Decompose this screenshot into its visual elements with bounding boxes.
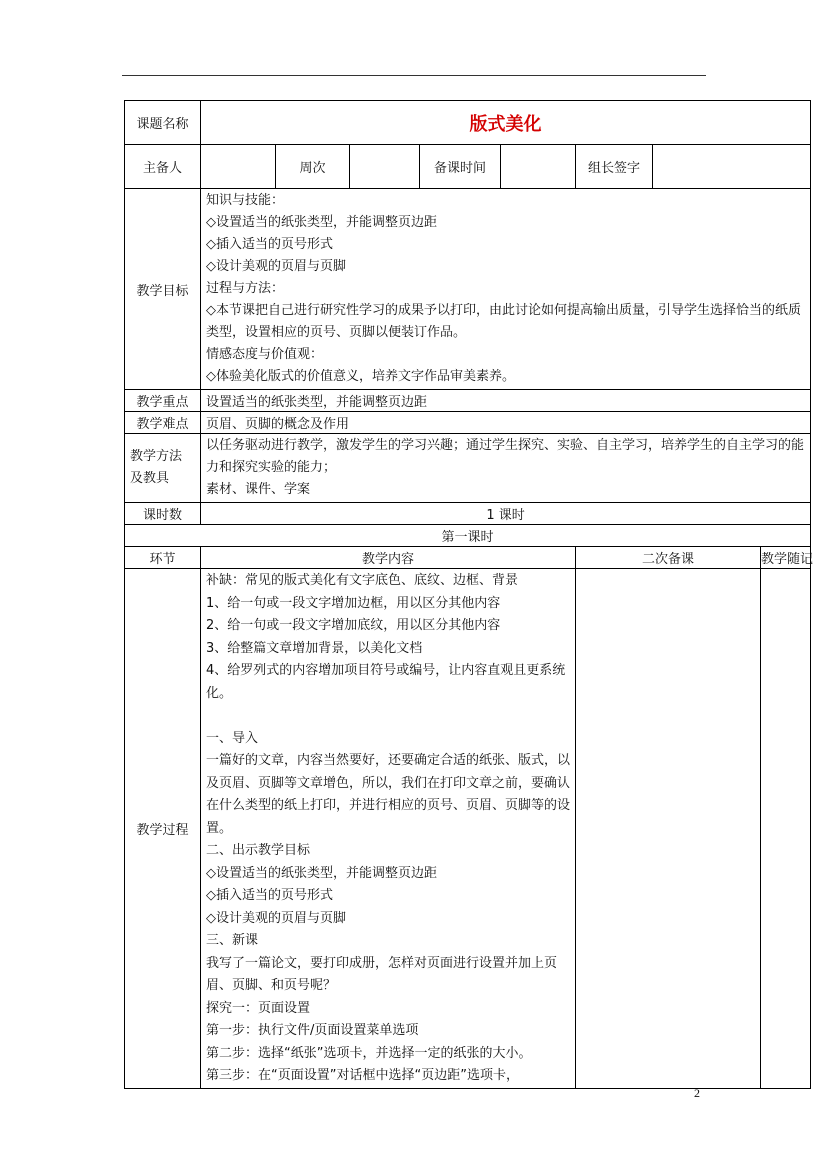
- process-line: 第一步：执行文件/页面设置菜单选项: [206, 1023, 419, 1038]
- process-line: 二、出示教学目标: [206, 843, 311, 858]
- objectives-row: [125, 189, 811, 390]
- hours-label: 课时数: [125, 503, 201, 525]
- preparer-value: [201, 145, 276, 189]
- course-name-row: [125, 101, 811, 145]
- objective-line: ◇设计美观的页眉与页脚: [206, 259, 346, 274]
- difficulty-text: 页眉、页脚的概念及作用: [201, 412, 811, 434]
- segment-header: 环节: [125, 547, 201, 569]
- methods-text: 以任务驱动进行教学，激发学生的学习兴趣；通过学生探究、实验、自主学习，培养学生的自主学习的能力和探究实验的能力；: [206, 438, 805, 475]
- process-line: ◇设置适当的纸张类型，并能调整页边距: [206, 865, 437, 881]
- difficulty-row: [125, 412, 811, 434]
- process-line: ◇设计美观的页眉与页脚: [206, 910, 346, 926]
- methods-label-line1: 教学方法: [130, 449, 183, 464]
- leader-sign-value: [653, 145, 811, 189]
- methods-row: [125, 434, 811, 503]
- objectives-label: 教学目标: [125, 189, 201, 390]
- week-label: 周次: [276, 145, 350, 189]
- key-point-text: 设置适当的纸张类型，并能调整页边距: [201, 390, 811, 412]
- process-line: 一篇好的文章，内容当然要好，还要确定合适的纸张、版式，以及页眉、页脚等文章增色，所以，我们在打印文章之前，要确认在什么类型的纸上打印，并进行相应的页号、页眉、页脚等的设置。: [206, 753, 571, 836]
- prep-time-label: 备课时间: [420, 145, 501, 189]
- preparer-label: 主备人: [125, 145, 201, 189]
- process-line: 4、给罗列式的内容增加项目符号或编号，让内容直观且更系统化。: [206, 663, 566, 701]
- course-name-label: 课题名称: [125, 101, 201, 145]
- objective-line: 情感态度与价值观：: [206, 347, 324, 362]
- process-line: 第三步：在“页面设置”对话框中选择“页边距”选项卡，: [206, 1068, 519, 1083]
- lesson-plan-table: [124, 100, 814, 1089]
- key-point-row: [125, 390, 811, 412]
- week-value: [350, 145, 420, 189]
- key-point-label: 教学重点: [125, 390, 201, 412]
- process-line: 我写了一篇论文，要打印成册，怎样对页面进行设置并加上页眉、页脚、和页号呢？: [206, 955, 558, 993]
- process-row: [125, 569, 811, 1089]
- methods-tools: 素材、课件、学案: [206, 482, 311, 497]
- process-line: 2、给一句或一段文字增加底纹，用以区分其他内容: [206, 618, 501, 633]
- info-row: [125, 145, 811, 189]
- objective-line: ◇体验美化版式的价值意义，培养文字作品审美素养。: [206, 369, 515, 384]
- notes-cell: [761, 569, 811, 1089]
- first-lesson-heading: 第一课时: [125, 525, 811, 547]
- header-rule: [122, 75, 706, 76]
- process-line: 三、新课: [206, 933, 259, 948]
- process-blank-line: [206, 705, 570, 728]
- leader-sign-label: 组长签字: [576, 145, 653, 189]
- process-line: 第二步：选择“纸张”选项卡，并选择一定的纸张的大小。: [206, 1045, 532, 1061]
- hours-row: [125, 503, 811, 525]
- objective-line: 过程与方法：: [206, 281, 285, 296]
- content-header: 教学内容: [201, 547, 576, 569]
- second-prep-header: 二次备课: [576, 547, 761, 569]
- process-content: [201, 569, 576, 1089]
- column-header-row: [125, 547, 811, 569]
- process-line: 一、导入: [206, 730, 259, 746]
- objective-line: ◇设置适当的纸张类型，并能调整页边距: [206, 215, 437, 230]
- prep-time-value: [501, 145, 576, 189]
- difficulty-label: 教学难点: [125, 412, 201, 434]
- process-line: 1、给一句或一段文字增加边框，用以区分其他内容: [206, 595, 501, 611]
- hours-value: 1 课时: [201, 503, 811, 525]
- course-name-title: 版式美化: [201, 101, 811, 145]
- process-label: 教学过程: [125, 569, 201, 1089]
- notes-header: 教学随记: [761, 547, 811, 569]
- first-lesson-row: [125, 525, 811, 547]
- objectives-content: [201, 189, 811, 390]
- methods-label: [125, 434, 201, 503]
- process-line: 补缺：常见的版式美化有文字底色、底纹、边框、背景: [206, 573, 519, 588]
- process-line: 探究一：页面设置: [206, 1000, 311, 1016]
- process-line: ◇插入适当的页号形式: [206, 888, 333, 903]
- methods-content: [201, 434, 811, 503]
- methods-label-line2: 及教具: [130, 471, 170, 486]
- second-prep-cell: [576, 569, 761, 1089]
- process-line: 3、给整篇文章增加背景，以美化文档: [206, 640, 423, 656]
- page-number: 2: [694, 1086, 700, 1100]
- objective-line: ◇本节课把自己进行研究性学习的成果予以打印，由此讨论如何提高输出质量，引导学生选择恰当的纸质类型，设置相应的页号、页脚以便装订作品。: [206, 303, 801, 340]
- objective-line: ◇插入适当的页号形式: [206, 237, 333, 252]
- objective-line: 知识与技能：: [206, 193, 285, 208]
